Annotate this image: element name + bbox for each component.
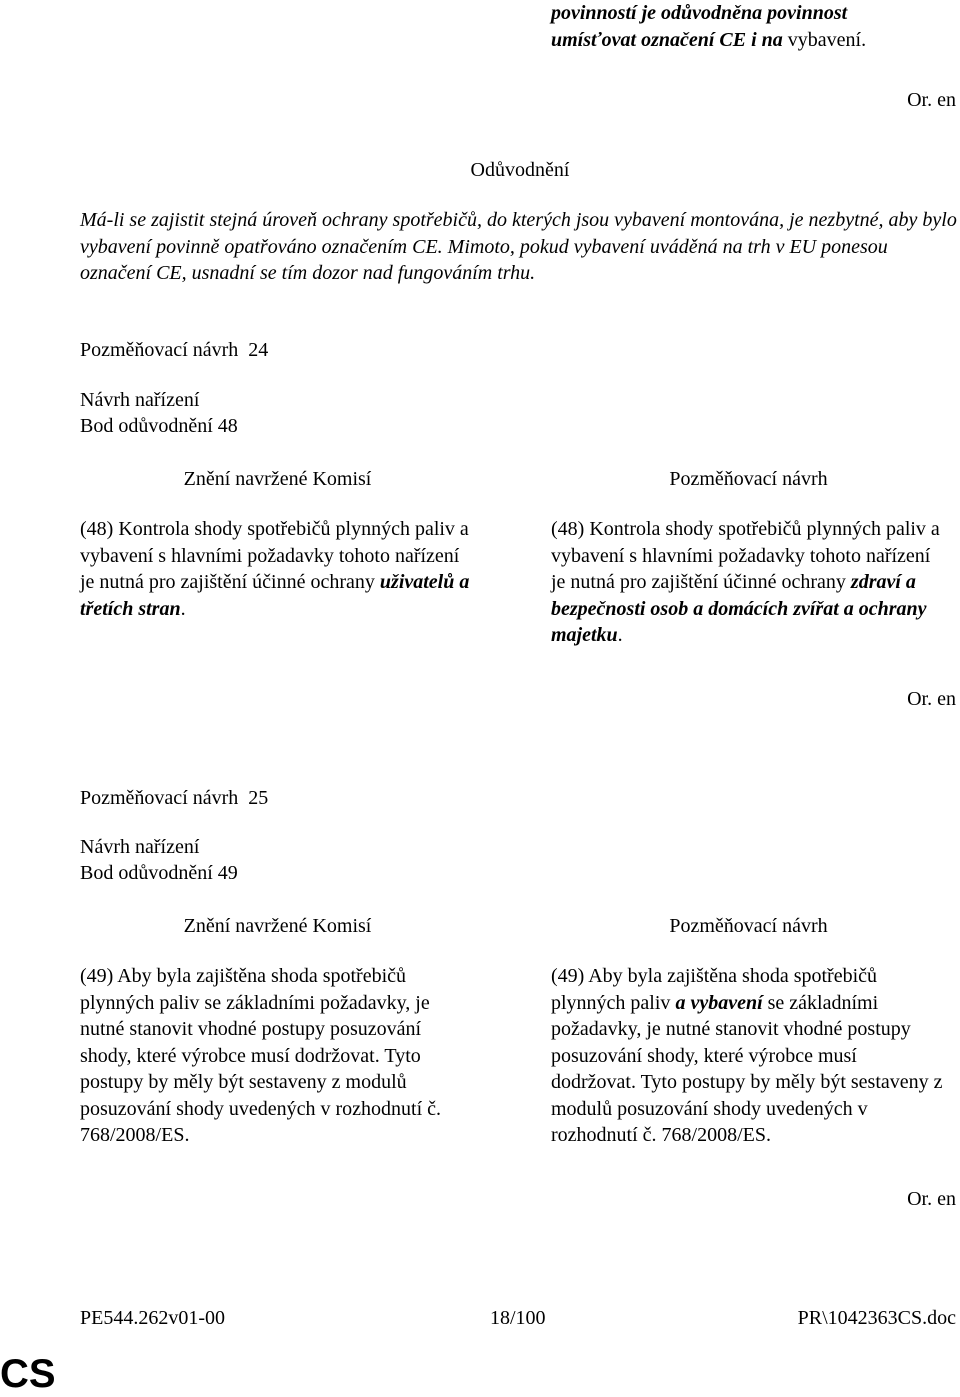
amendment-label: Pozměňovací návrh [80, 787, 239, 809]
text-plain: (48) Kontrola shody spotřebičů plynných paliv a vybavení s hlavními požadavky tohoto nařízení je nutná pro zajištění účinné ochrany [551, 518, 940, 593]
recital-title: Bod odůvodnění 49 [80, 862, 238, 884]
text-plain: se základními požadavky, je nutné stanovit vhodné postupy posuzování shody, které výrobce musí dodržovat. Tyto postupy by měly být sestaveny z modulů posuzování shody uvedených v rozhodnutí č. 768/2008/ES. [551, 991, 943, 1146]
text-highlight: uživatelů a třetích stran [80, 571, 470, 620]
text-highlight: a vybavení [675, 991, 763, 1014]
recital-title: Bod odůvodnění 48 [80, 415, 238, 437]
amendment-label: Pozměňovací návrh [80, 339, 239, 361]
amendment-number: 25 [248, 787, 269, 809]
proposal-title: Návrh nařízení [80, 389, 200, 411]
amendment-24-title [80, 337, 268, 364]
text-plain: (49) Aby byla zajištěna shoda spotřebičů plynných paliv [551, 965, 878, 1014]
text-plain: (48) Kontrola shody spotřebičů plynných paliv a vybavení s hlavními požadavky tohoto nařízení je nutná pro zajištění účinné ochrany [80, 518, 469, 593]
column-header-commission: Znění navržené Komisí [183, 468, 372, 490]
original-language: Or. en [907, 1188, 956, 1210]
footer-file-ref: PR\1042363CS.doc [797, 1307, 956, 1329]
footer-language-code: CS [0, 1352, 56, 1396]
original-language: Or. en [907, 688, 956, 710]
column-header-commission: Znění navržené Komisí [183, 915, 372, 937]
footer-doc-ref: PE544.262v01-00 [80, 1307, 225, 1329]
text-highlight: zdraví a bezpečnosti osob a domácích zvířat a ochrany majetku [551, 571, 927, 646]
column-header-amendment: Pozměňovací návrh [669, 915, 828, 937]
proposal-title: Návrh nařízení [80, 836, 200, 858]
commission-text-49: (49) Aby byla zajištěna shoda spotřebičů plynných paliv se základními požadavky, je nutné stanovit vhodné postupy posuzování shody, které výrobce musí dodržovat. Tyto postupy by měly být sestaveny z modulů posuzování shody uvedených v rozhodnutí č. 768/2008/ES. [80, 965, 442, 1146]
amendment-text-48 [551, 516, 946, 649]
amendment-25-title [80, 785, 268, 812]
commission-text-48 [80, 516, 475, 622]
text-end: . [617, 624, 623, 646]
amendment-text-49 [551, 963, 946, 1149]
original-language: Or. en [907, 89, 956, 111]
text-end: . [180, 597, 186, 620]
proposal-tail [551, 0, 931, 53]
column-header-amendment: Pozměňovací návrh [669, 468, 828, 490]
proposal-tail-plain: vybavení. [782, 28, 867, 51]
amendment-number: 24 [248, 339, 269, 361]
proposal-tail-bold: povinností je odůvodněna povinnost umísťovat označení CE i na [551, 2, 848, 51]
justification-text: Má-li se zajistit stejná úroveň ochrany spotřebičů, do kterých jsou vybavení montována, je nezbytné, aby bylo vybavení povinně opatřováno označením CE. Mimoto, pokud vybavení uváděná na trh v EU ponesou označení CE, usnadní se tím dozor nad fungováním trhu. [80, 209, 957, 284]
justification-heading: Odůvodnění [470, 159, 570, 181]
footer-page-number: 18/100 [490, 1307, 546, 1329]
